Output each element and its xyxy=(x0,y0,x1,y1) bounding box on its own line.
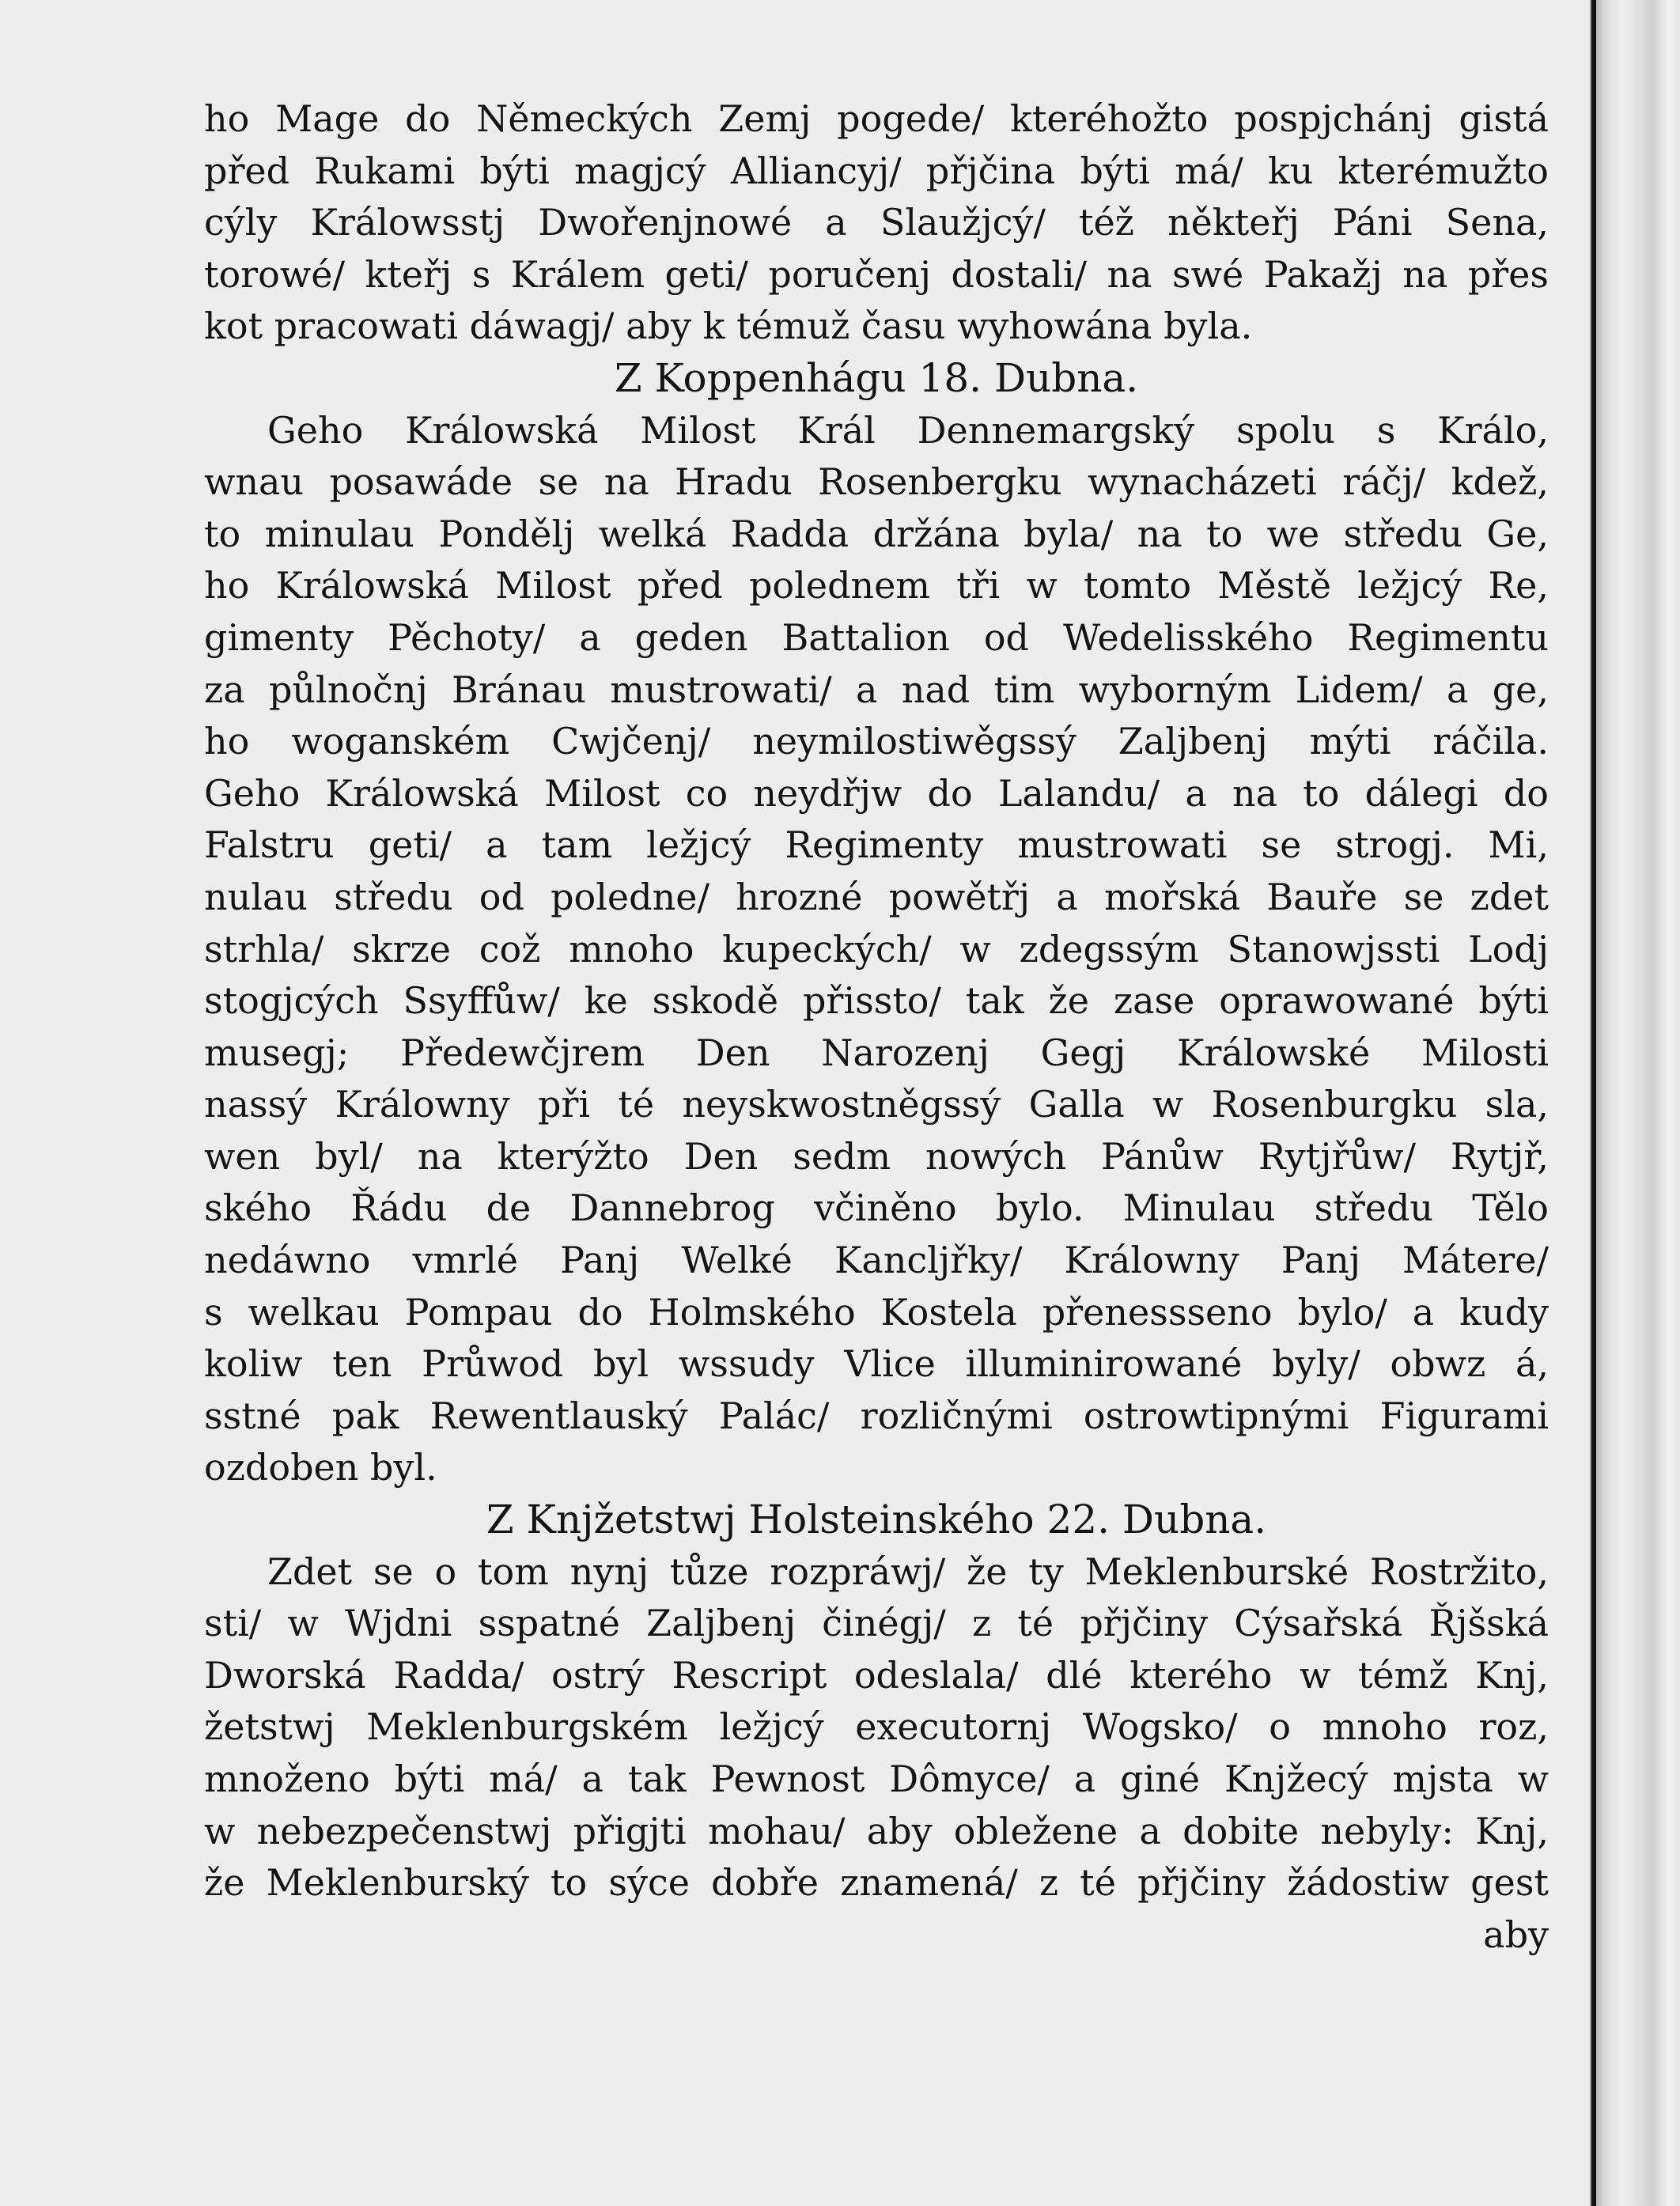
text-line: strhla/ skrze což mnoho kupeckých/ w zdegssým Stanowjssti Lodj xyxy=(204,927,1549,971)
text-line: ho Králowská Milost před polednem tři w tomto Městě ležjcý Re, xyxy=(204,564,1549,607)
text-line: wen byl/ na kterýžto Den sedm nowých Pánůw Rytjřůw/ Rytjř, xyxy=(204,1134,1549,1178)
text-line: sti/ w Wjdni sspatné Zaljbenj činégj/ z té přjčiny Cýsařská Řjšská xyxy=(204,1602,1549,1645)
text-line: nulau středu od poledne/ hrozné powětřj a mořská Bauře se zdet xyxy=(204,875,1549,918)
text-line: kot pracowati dáwagj/ aby k témuž času wyhowána byla. xyxy=(204,305,1253,348)
section-heading: Z Koppenhágu 18. Dubna. xyxy=(614,354,1139,401)
text-line: to minulau Pondělj welká Radda držána byla/ na to we středu Ge, xyxy=(204,512,1549,555)
text-line: s welkau Pompau do Holmského Kostela přenessseno bylo/ a kudy xyxy=(204,1290,1549,1334)
page-edge-strip xyxy=(1590,0,1680,2206)
text-line: stogjcých Ssyffůw/ ke sskodě přissto/ tak že zase oprawowané býti xyxy=(204,979,1549,1023)
text-line: cýly Králowsstj Dwořenjnowé a Slaužjcý/ též někteřj Páni Sena, xyxy=(204,201,1549,244)
text-line: Dworská Radda/ ostrý Rescript odeslala/ dlé kterého w témž Knj, xyxy=(204,1653,1549,1697)
text-line: Geho Králowská Milost co neydřjw do Lalandu/ a na to dálegi do xyxy=(204,771,1549,815)
text-line: Zdet se o tom nynj tůze rozpráwj/ že ty Meklenburské Rostržito, xyxy=(267,1549,1549,1593)
text-line: wnau posawáde se na Hradu Rosenbergku wynacházeti ráčj/ kdež, xyxy=(204,460,1549,504)
text-line: za půlnočnj Bránau mustrowati/ a nad tim wyborným Lidem/ a ge, xyxy=(204,668,1549,711)
text-line: ho woganském Cwjčenj/ neymilostiwěgssý Zaljbenj mýti ráčila. xyxy=(204,720,1549,763)
text-line: ozdoben byl. xyxy=(204,1446,437,1489)
text-line: torowé/ kteřj s Králem geti/ poručenj dostali/ na swé Pakažj na přes xyxy=(204,252,1549,296)
text-line: w nebezpečenstwj přigjti mohau/ aby obležene a dobite nebyly: Knj, xyxy=(204,1809,1549,1852)
page-text-block xyxy=(204,93,1549,1961)
text-line: musegj; Předewčjrem Den Narozenj Gegj Králowské Milosti xyxy=(204,1031,1549,1074)
text-line: sstné pak Rewentlauský Palác/ rozličnými ostrowtipnými Figurami xyxy=(204,1394,1549,1437)
text-line: koliw ten Průwod byl wssudy Vlice illuminirowané byly/ obwz á, xyxy=(204,1342,1549,1386)
text-line: před Rukami býti magjcý Alliancyj/ přjčina býti má/ ku kterémužto xyxy=(204,149,1549,192)
text-line: Falstru geti/ a tam ležjcý Regimenty mustrowati se strogj. Mi, xyxy=(204,823,1549,867)
text-line: ského Řádu de Dannebrog včiněno bylo. Minulau středu Tělo xyxy=(204,1186,1549,1230)
text-line: množeno býti má/ a tak Pewnost Dômyce/ a giné Knjžecý mjsta w xyxy=(204,1758,1549,1800)
text-line: gimenty Pěchoty/ a geden Battalion od Wedelisského Regimentu xyxy=(204,615,1549,659)
text-line: Geho Králowská Milost Král Dennemargský spolu s Králo, xyxy=(267,408,1549,452)
text-line: že Meklenburský to sýce dobře znamená/ z té přjčiny žádostiw gest xyxy=(204,1861,1549,1905)
text-line: žetstwj Meklenburgském ležjcý executornj Wogsko/ o mnoho roz, xyxy=(204,1705,1549,1749)
catchword: aby xyxy=(1483,1913,1549,1956)
text-line: nassý Králowny při té neyskwostněgssý Galla w Rosenburgku sla, xyxy=(204,1083,1549,1126)
text-line: ho Mage do Německých Zemj pogede/ kteréhožto pospjchánj gistá xyxy=(204,97,1549,140)
page-edge-divider xyxy=(1591,0,1596,2206)
text-line: nedáwno vmrlé Panj Welké Kancljřky/ Králowny Panj Mátere/ xyxy=(204,1239,1549,1282)
section-heading: Z Knjžetstwj Holsteinského 22. Dubna. xyxy=(486,1497,1267,1543)
